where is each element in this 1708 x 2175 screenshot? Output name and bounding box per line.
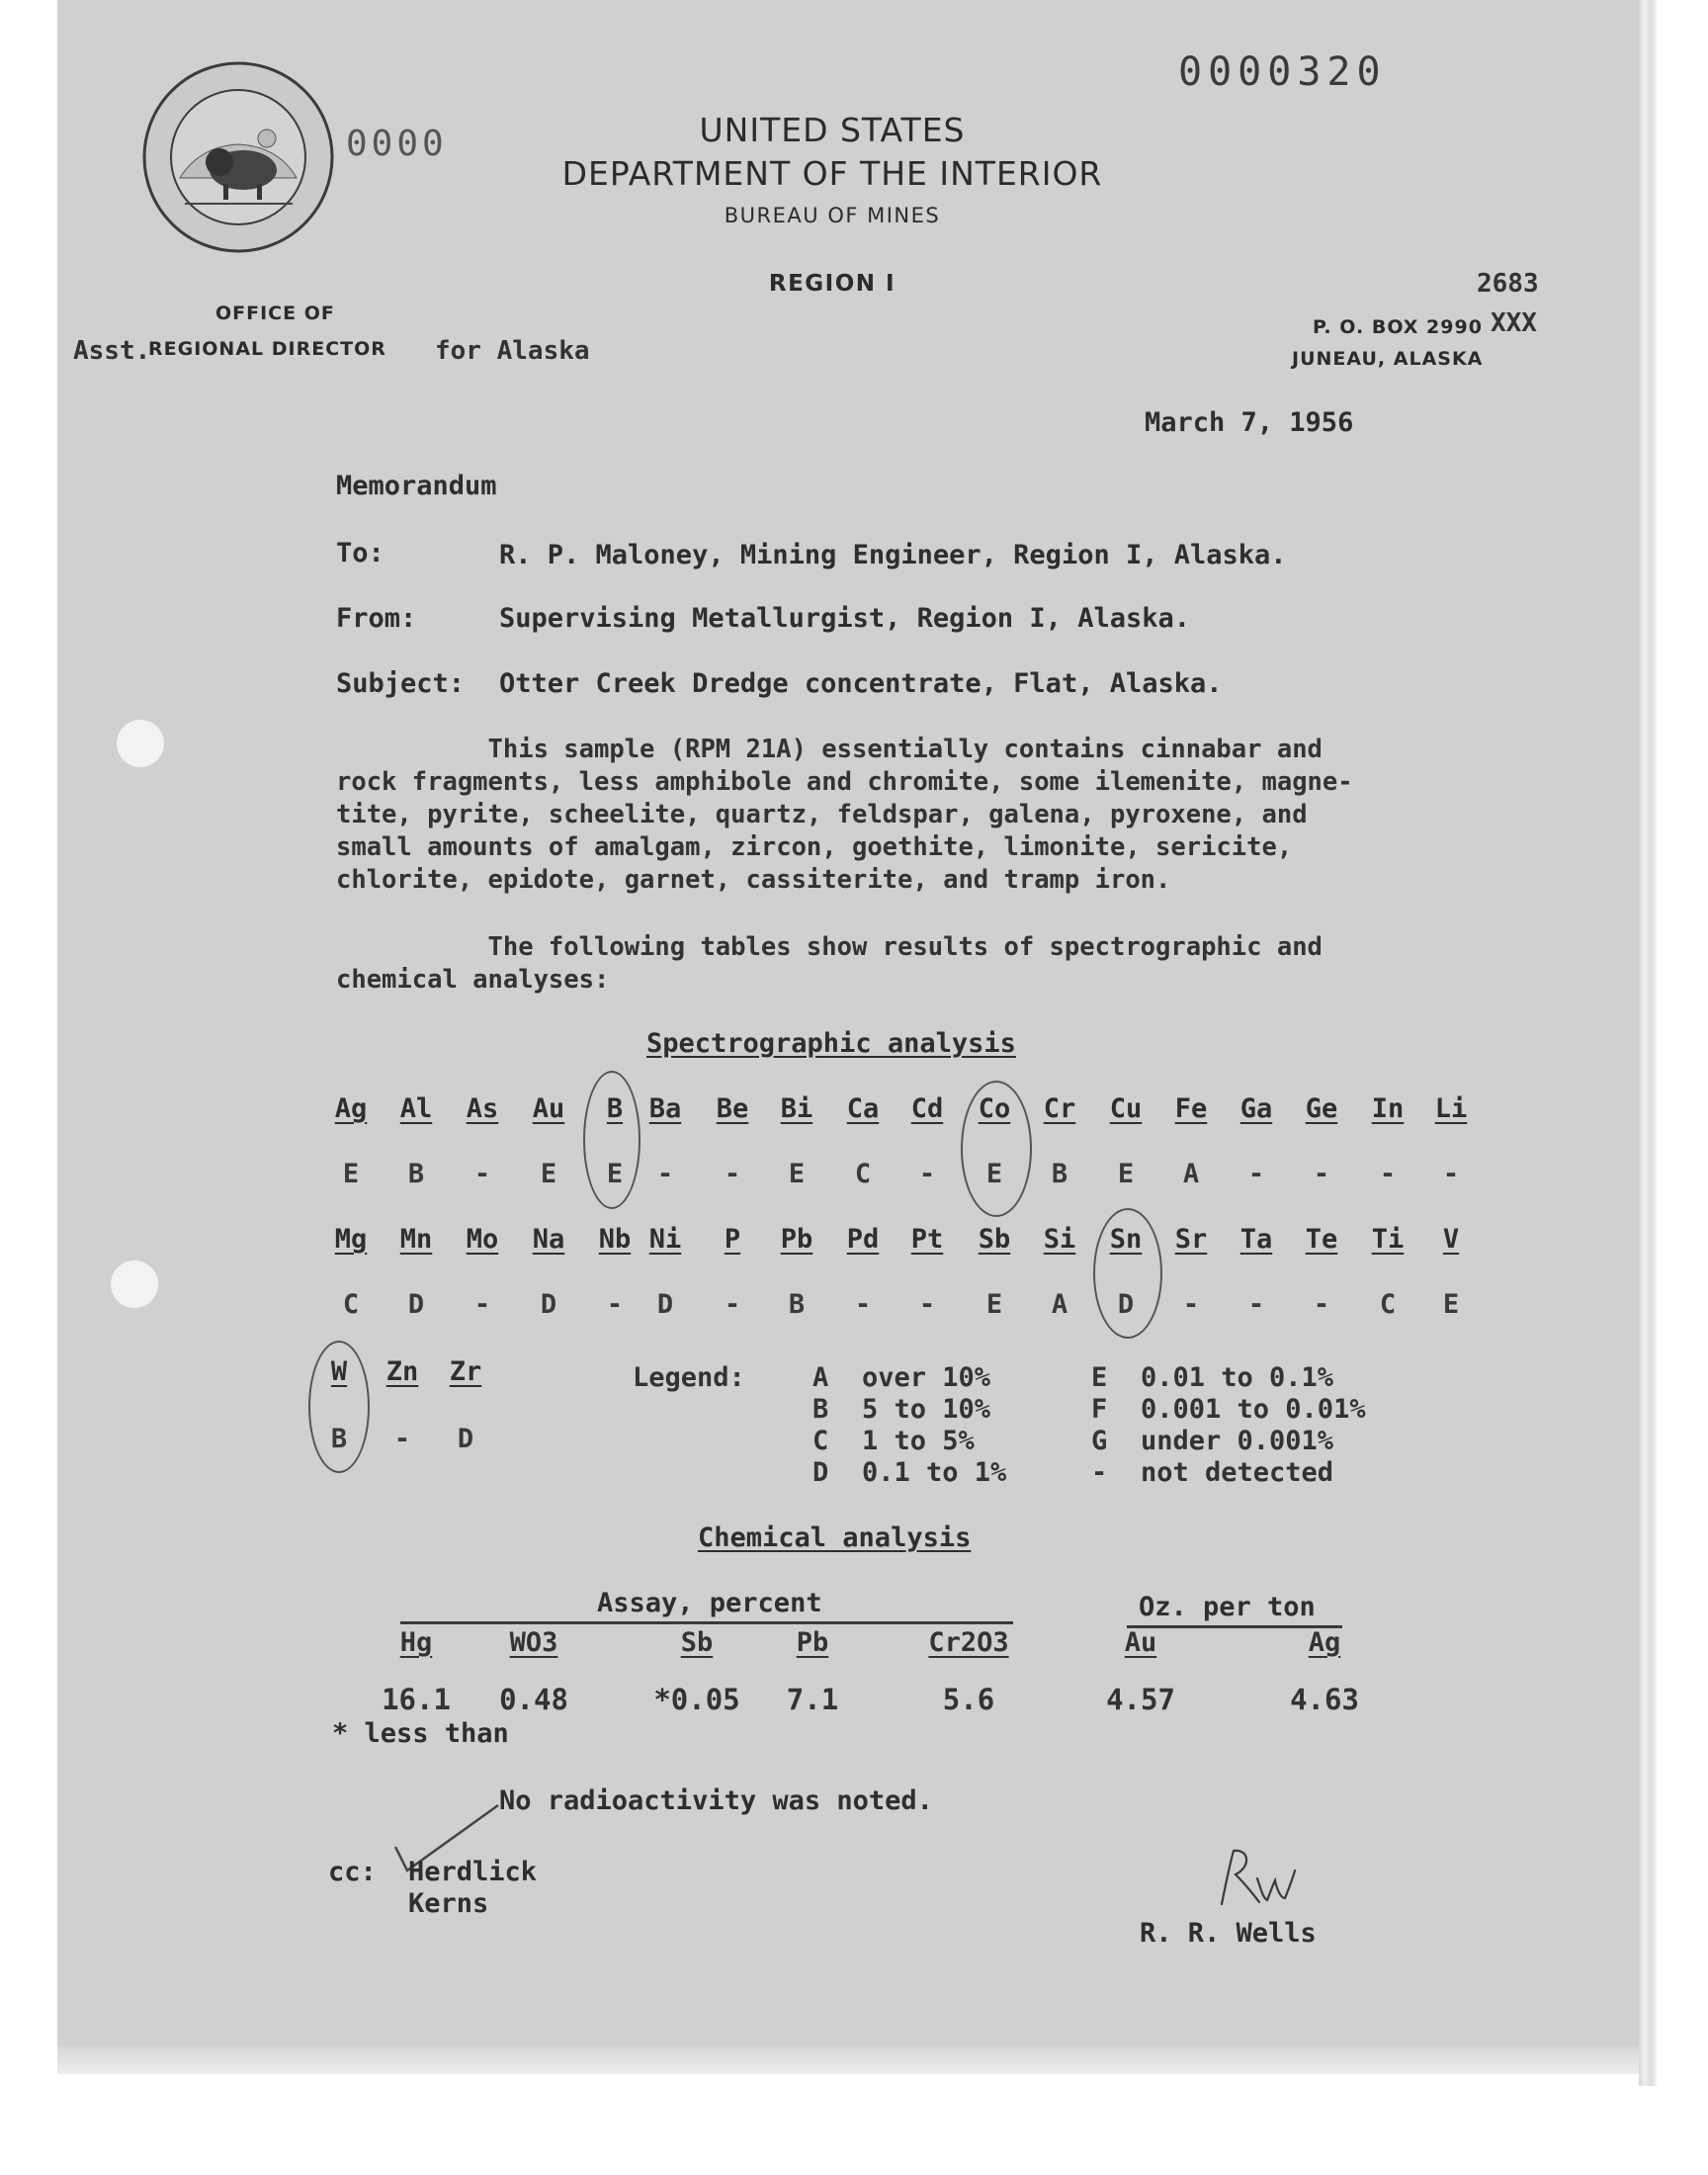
element-code: - <box>473 1159 491 1189</box>
element-code: D <box>540 1289 557 1320</box>
assay-rule <box>400 1621 1013 1624</box>
chemical-value: 16.1 <box>382 1683 451 1716</box>
header-department: DEPARTMENT OF THE INTERIOR <box>561 154 1103 193</box>
circle-mark-B <box>583 1071 640 1209</box>
element-symbol: Cu <box>1109 1093 1143 1124</box>
element-code: - <box>1379 1159 1397 1189</box>
chemical-footnote: * less than <box>332 1718 509 1749</box>
punch-hole <box>111 1261 158 1308</box>
to-label: To: <box>336 538 384 568</box>
punch-hole <box>117 720 164 767</box>
legend-desc: under 0.001% <box>1141 1426 1334 1456</box>
subject-value: Otter Creek Dredge concentrate, Flat, Alaska. <box>499 668 1223 699</box>
chemical-column-header: Hg <box>399 1627 433 1658</box>
to-value: R. P. Maloney, Mining Engineer, Region I, Alaska. <box>499 540 1287 570</box>
signature-name: R. R. Wells <box>1140 1918 1317 1949</box>
cc-label: cc: <box>328 1857 377 1887</box>
element-code: D <box>1117 1289 1135 1320</box>
element-symbol: Al <box>399 1093 433 1124</box>
element-symbol: Te <box>1305 1224 1338 1255</box>
element-symbol: Ni <box>648 1224 682 1255</box>
legend-code: G <box>1091 1426 1108 1456</box>
element-code: B <box>1051 1159 1068 1189</box>
from-value: Supervising Metallurgist, Region I, Alaska. <box>499 603 1190 634</box>
element-symbol: Co <box>978 1093 1011 1124</box>
legend-desc: over 10% <box>862 1362 991 1393</box>
chemical-value: 4.63 <box>1290 1683 1359 1716</box>
element-symbol: Ge <box>1305 1093 1338 1124</box>
element-code: E <box>985 1289 1003 1320</box>
legend-desc: 0.1 to 1% <box>862 1457 1007 1488</box>
element-symbol: Fe <box>1174 1093 1208 1124</box>
element-code: - <box>854 1289 872 1320</box>
legend-code: D <box>812 1457 829 1488</box>
element-code: E <box>1442 1289 1460 1320</box>
element-code: - <box>724 1289 741 1320</box>
chemical-title: Chemical analysis <box>698 1522 972 1553</box>
element-symbol: V <box>1442 1224 1460 1255</box>
address-box-typed: 2683 <box>1477 269 1539 299</box>
element-code: B <box>788 1289 806 1320</box>
legend-desc: not detected <box>1141 1457 1334 1488</box>
element-symbol: Na <box>532 1224 565 1255</box>
subject-label: Subject: <box>336 668 466 699</box>
legend-desc: 5 to 10% <box>862 1394 991 1425</box>
office-label-main: REGIONAL DIRECTOR <box>148 338 386 360</box>
element-symbol: Pd <box>846 1224 880 1255</box>
from-label: From: <box>336 603 417 634</box>
chemical-column-header: WO3 <box>509 1627 558 1658</box>
chemical-group-ounces: Oz. per ton <box>1139 1592 1316 1622</box>
element-code: B <box>330 1424 348 1454</box>
element-symbol: Ga <box>1239 1093 1273 1124</box>
element-symbol: W <box>330 1356 348 1387</box>
element-symbol: As <box>466 1093 499 1124</box>
cc-name: Herdlick <box>408 1857 538 1887</box>
element-code: - <box>918 1289 936 1320</box>
page-edge <box>1639 0 1657 2086</box>
element-code: C <box>854 1159 872 1189</box>
chemical-value: 0.48 <box>499 1683 568 1716</box>
element-symbol: Sr <box>1174 1224 1208 1255</box>
element-code: E <box>342 1159 360 1189</box>
element-symbol: B <box>606 1093 624 1124</box>
legend-desc: 1 to 5% <box>862 1426 975 1456</box>
department-seal <box>140 59 336 255</box>
chemical-column-header: Au <box>1124 1627 1157 1658</box>
office-prefix: Asst. <box>73 336 151 366</box>
chemical-value: 4.57 <box>1106 1683 1175 1716</box>
element-symbol: Sb <box>978 1224 1011 1255</box>
element-code: D <box>457 1424 474 1454</box>
chemical-value: 5.6 <box>942 1683 995 1716</box>
element-code: E <box>788 1159 806 1189</box>
element-symbol: Mg <box>334 1224 368 1255</box>
element-symbol: Li <box>1434 1093 1468 1124</box>
element-code: B <box>407 1159 425 1189</box>
element-code: A <box>1182 1159 1200 1189</box>
header-region: REGION I <box>768 271 897 297</box>
spectro-title: Spectrographic analysis <box>646 1028 1016 1059</box>
chemical-column-header: Ag <box>1308 1627 1341 1658</box>
legend-code: F <box>1091 1394 1108 1425</box>
legend-code: C <box>812 1426 829 1456</box>
element-symbol: Mn <box>399 1224 433 1255</box>
address-po-box: P. O. BOX 2990 <box>1313 316 1483 338</box>
legend-code: - <box>1091 1457 1108 1488</box>
element-symbol: Pt <box>910 1224 944 1255</box>
element-symbol: Mo <box>466 1224 499 1255</box>
element-symbol: Ca <box>846 1093 880 1124</box>
element-code: C <box>342 1289 360 1320</box>
memo-type: Memorandum <box>336 471 497 501</box>
cc-name: Kerns <box>408 1888 489 1919</box>
element-code: - <box>606 1289 624 1320</box>
chemical-column-header: Cr2O3 <box>928 1627 1009 1658</box>
element-code: - <box>656 1159 674 1189</box>
element-code: - <box>473 1289 491 1320</box>
element-code: - <box>724 1159 741 1189</box>
circle-mark-Sn <box>1093 1208 1162 1339</box>
office-suffix: for Alaska <box>435 336 590 366</box>
element-code: E <box>985 1159 1003 1189</box>
chemical-value: 7.1 <box>786 1683 839 1716</box>
element-code: - <box>1442 1159 1460 1189</box>
element-symbol: Ti <box>1371 1224 1405 1255</box>
office-label-top: OFFICE OF <box>215 303 335 324</box>
element-symbol: Ag <box>334 1093 368 1124</box>
legend-code: B <box>812 1394 829 1425</box>
element-code: - <box>1313 1159 1330 1189</box>
element-symbol: Bi <box>780 1093 813 1124</box>
seal-side-number: 0000 <box>346 124 448 164</box>
address-struck: XXX <box>1491 308 1537 338</box>
element-symbol: Be <box>716 1093 749 1124</box>
paragraph-mineralogy: This sample (RPM 21A) essentially contains cinnabar and rock fragments, less amphibole and chromite, some ilemenite, magne- tite, pyrite, scheelite, quartz, feldspar, galena, pyroxene, and small amounts of amalgam, zircon, goethite, limonite, sericite, chlorite, epidote, garnet, cassiterite, and tramp iron. <box>336 735 1353 895</box>
chemical-group-assay: Assay, percent <box>597 1588 822 1618</box>
chemical-column-header: Pb <box>796 1627 829 1658</box>
element-symbol: Ta <box>1239 1224 1273 1255</box>
document-serial-number: 0000320 <box>1178 49 1387 95</box>
element-code: D <box>656 1289 674 1320</box>
element-symbol: P <box>724 1224 741 1255</box>
legend-code: A <box>812 1362 829 1393</box>
legend-code: E <box>1091 1362 1108 1393</box>
element-code: - <box>393 1424 411 1454</box>
element-code: E <box>1117 1159 1135 1189</box>
element-code: - <box>1247 1159 1265 1189</box>
element-symbol: Cd <box>910 1093 944 1124</box>
element-symbol: Sn <box>1109 1224 1143 1255</box>
chemical-value: *0.05 <box>653 1683 740 1716</box>
element-code: - <box>1247 1289 1265 1320</box>
legend-desc: 0.01 to 0.1% <box>1141 1362 1334 1393</box>
element-symbol: In <box>1371 1093 1405 1124</box>
circle-mark-Co <box>961 1081 1032 1217</box>
element-code: E <box>606 1159 624 1189</box>
element-code: C <box>1379 1289 1397 1320</box>
chemical-column-header: Sb <box>680 1627 714 1658</box>
element-code: E <box>540 1159 557 1189</box>
circle-mark-W <box>308 1341 370 1473</box>
radioactivity-note: No radioactivity was noted. <box>499 1785 933 1816</box>
element-code: - <box>1313 1289 1330 1320</box>
element-symbol: Nb <box>598 1224 632 1255</box>
memo-date: March 7, 1956 <box>1145 407 1354 438</box>
element-code: D <box>407 1289 425 1320</box>
element-code: - <box>918 1159 936 1189</box>
element-symbol: Cr <box>1043 1093 1076 1124</box>
element-symbol: Ba <box>648 1093 682 1124</box>
signature-initials <box>1210 1845 1299 1914</box>
element-symbol: Zr <box>449 1356 482 1387</box>
header-bureau: BUREAU OF MINES <box>724 204 941 227</box>
element-symbol: Si <box>1043 1224 1076 1255</box>
legend-label: Legend: <box>633 1362 745 1393</box>
header-country: UNITED STATES <box>699 111 966 149</box>
element-symbol: Pb <box>780 1224 813 1255</box>
address-city: JUNEAU, ALASKA <box>1292 348 1484 370</box>
element-code: - <box>1182 1289 1200 1320</box>
element-symbol: Au <box>532 1093 565 1124</box>
page-bottom-edge <box>57 2046 1639 2074</box>
element-code: A <box>1051 1289 1068 1320</box>
paragraph-intro-tables: The following tables show results of spectrographic and chemical analyses: <box>336 932 1323 995</box>
element-symbol: Zn <box>385 1356 419 1387</box>
legend-desc: 0.001 to 0.01% <box>1141 1394 1366 1425</box>
